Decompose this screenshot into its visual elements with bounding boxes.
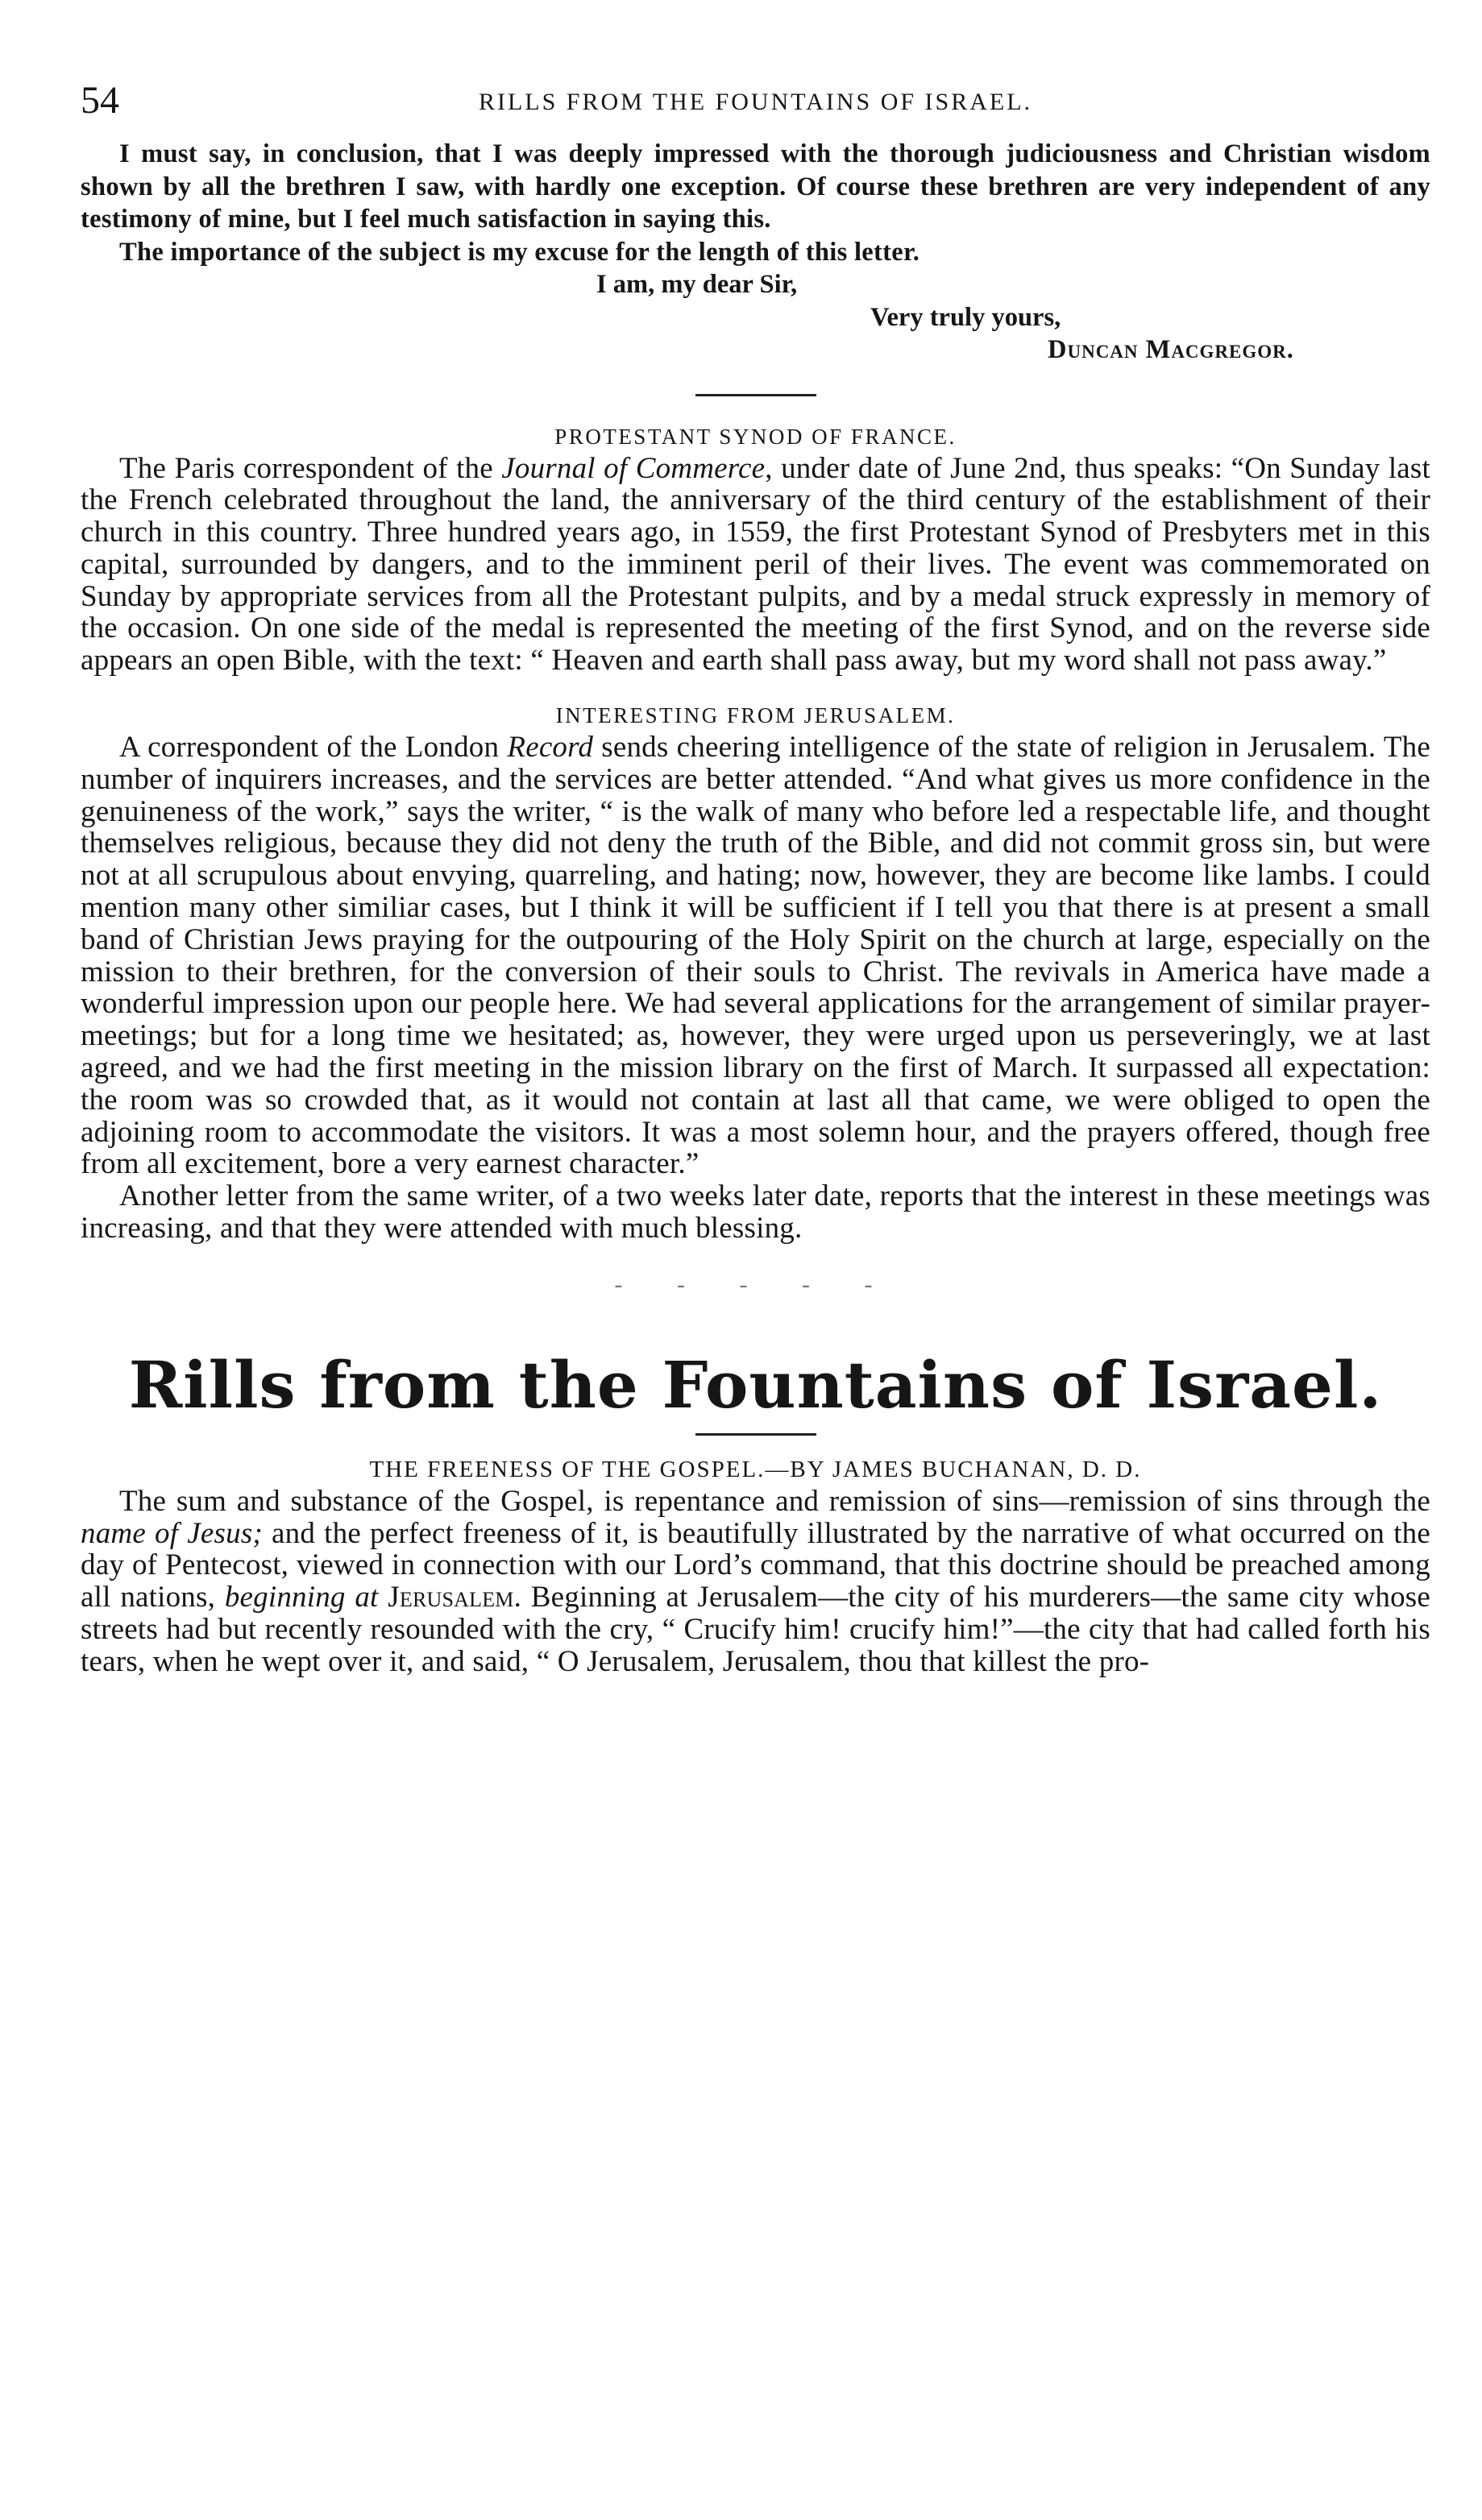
article-text: , under date of June 2nd, thus speaks: “On Sunday last the French celebrated throughout the land, the anniversary of the third century of the establishment of their church in this country. Three hundred years ago, in 1559, the first Protestant Synod of Presbyters met in this capital, surrounded by dangers, and to the imminent peril of their lives. The event was commemorated on Sunday by appropriate services from all the Protestant pulpits, and by a medal struck expressly in memory of the occasion. On one side of the medal is represented the meeting of the first Synod, and on the reverse side appears an open Bible, with the text: “ Heaven and earth shall pass away, but my word shall not pass away.” — [81, 451, 1431, 678]
article-text: sends cheering intelligence of the state of religion in Jerusalem. The number of inquirers increases, and the services are better attended. “And what gives us more confidence in the genuineness of the work,” says the writer, “ is the walk of many who before led a respectable life, and thought themselves religious, because they did not deny the truth of the Bible, and did not commit gross sin, but were not at all scrupulous about envying, quarreling, and hating; now, however, they are become like lambs. I could mention many other similiar cases, but I think it will be sufficient if I tell you that there is at present a small band of Christian Jews praying for the outpouring of the Holy Spirit on the church at large, especially on the mission to their brethren, for the conversion of their souls to Christ. The revivals in America have made a wonderful impression upon our people here. We had several applications for the arrangement of similar prayer-meetings; but for a long time we hesitated; as, however, they were urged upon us perseveringly, we at last agreed, and we had the first meeting in the mission library on the first of March. It surpassed all expectation: the room was so crowded that, as it would not contain at last all that came, we were obliged to open the adjoining room to accommodate the visitors. It was a most solemn hour, and the prayers offered, though free from all excitement, bore a very earnest character.” — [81, 731, 1430, 1181]
article-heading: INTERESTING FROM JERUSALEM. — [555, 703, 956, 728]
running-title: RILLS FROM THE FOUNTAINS OF ISRAEL. — [478, 89, 1033, 115]
article-text: The Paris correspondent of the — [119, 451, 493, 485]
article-paragraph — [81, 732, 1430, 1180]
article-synod — [81, 421, 1430, 678]
article-text: and the perfect freeness of it, is beautifully illustrated by the narrative of what occurred on the day of Pentecost, viewed in connection with our Lord’s command, that this doctrine should be preached among all nations, — [81, 1516, 1431, 1614]
letter-closing: I am, my dear Sir, — [596, 270, 798, 299]
section-rule — [695, 1433, 816, 1436]
letter-paragraph: I must say, in conclusion, that I was deeply impressed with the thorough judiciousness and Christian wisdom shown by all the brethren I saw, with hardly one exception. Of course these brethren are very independent of any testimony of mine, but I feel much satisfaction in saying this. — [81, 139, 1430, 234]
article-subheading: THE FREENESS OF THE GOSPEL.—BY JAMES BUCHANAN, D. D. — [369, 1456, 1142, 1482]
signature-name: Duncan Macgregor. — [1048, 335, 1294, 364]
letter-conclusion — [81, 138, 1430, 367]
letter-paragraph: The importance of the subject is my excuse for the length of this letter. — [119, 237, 920, 267]
publication-title: Journal of Commerce — [501, 451, 766, 485]
letter-closing: Very truly yours, — [870, 302, 1061, 332]
publication-title: Record — [507, 731, 594, 765]
article-text: A correspondent of the London — [119, 731, 500, 765]
page-number: 54 — [81, 79, 119, 122]
section-separator: - - - - - — [614, 1270, 897, 1298]
section-title: Rills from the Fountains of Israel. — [128, 1346, 1383, 1423]
emphasis-text: beginning at — [224, 1581, 379, 1614]
rills-section — [81, 1343, 1430, 1678]
article-jerusalem — [81, 699, 1430, 1245]
letter-signature — [81, 334, 1430, 367]
page — [81, 77, 1430, 1678]
article-paragraph — [81, 453, 1430, 678]
article-paragraph — [81, 1486, 1430, 1678]
emphasis-text: name of Jesus; — [81, 1516, 263, 1550]
section-rule — [695, 394, 816, 396]
article-text: The sum and substance of the Gospel, is repentance and remission of sins—remission of sins through the — [119, 1484, 1430, 1518]
article-text: Beginning at Jerusalem—the city of his murderers—the same city whose streets had but recently resounded with the cry, “ Crucify him! crucify him!”—the city that had called forth his tears, when he wept over it, and said, “ O Jerusalem, Jerusalem, thou that killest the pro- — [81, 1581, 1431, 1678]
article-heading: PROTESTANT SYNOD OF FRANCE. — [554, 424, 957, 449]
article-paragraph: Another letter from the same writer, of a two weeks later date, reports that the interest in these meetings was increasing, and that they were attended with much blessing. — [81, 1179, 1430, 1245]
page-header — [81, 77, 1430, 125]
small-caps-text: Jerusalem. — [388, 1581, 522, 1614]
